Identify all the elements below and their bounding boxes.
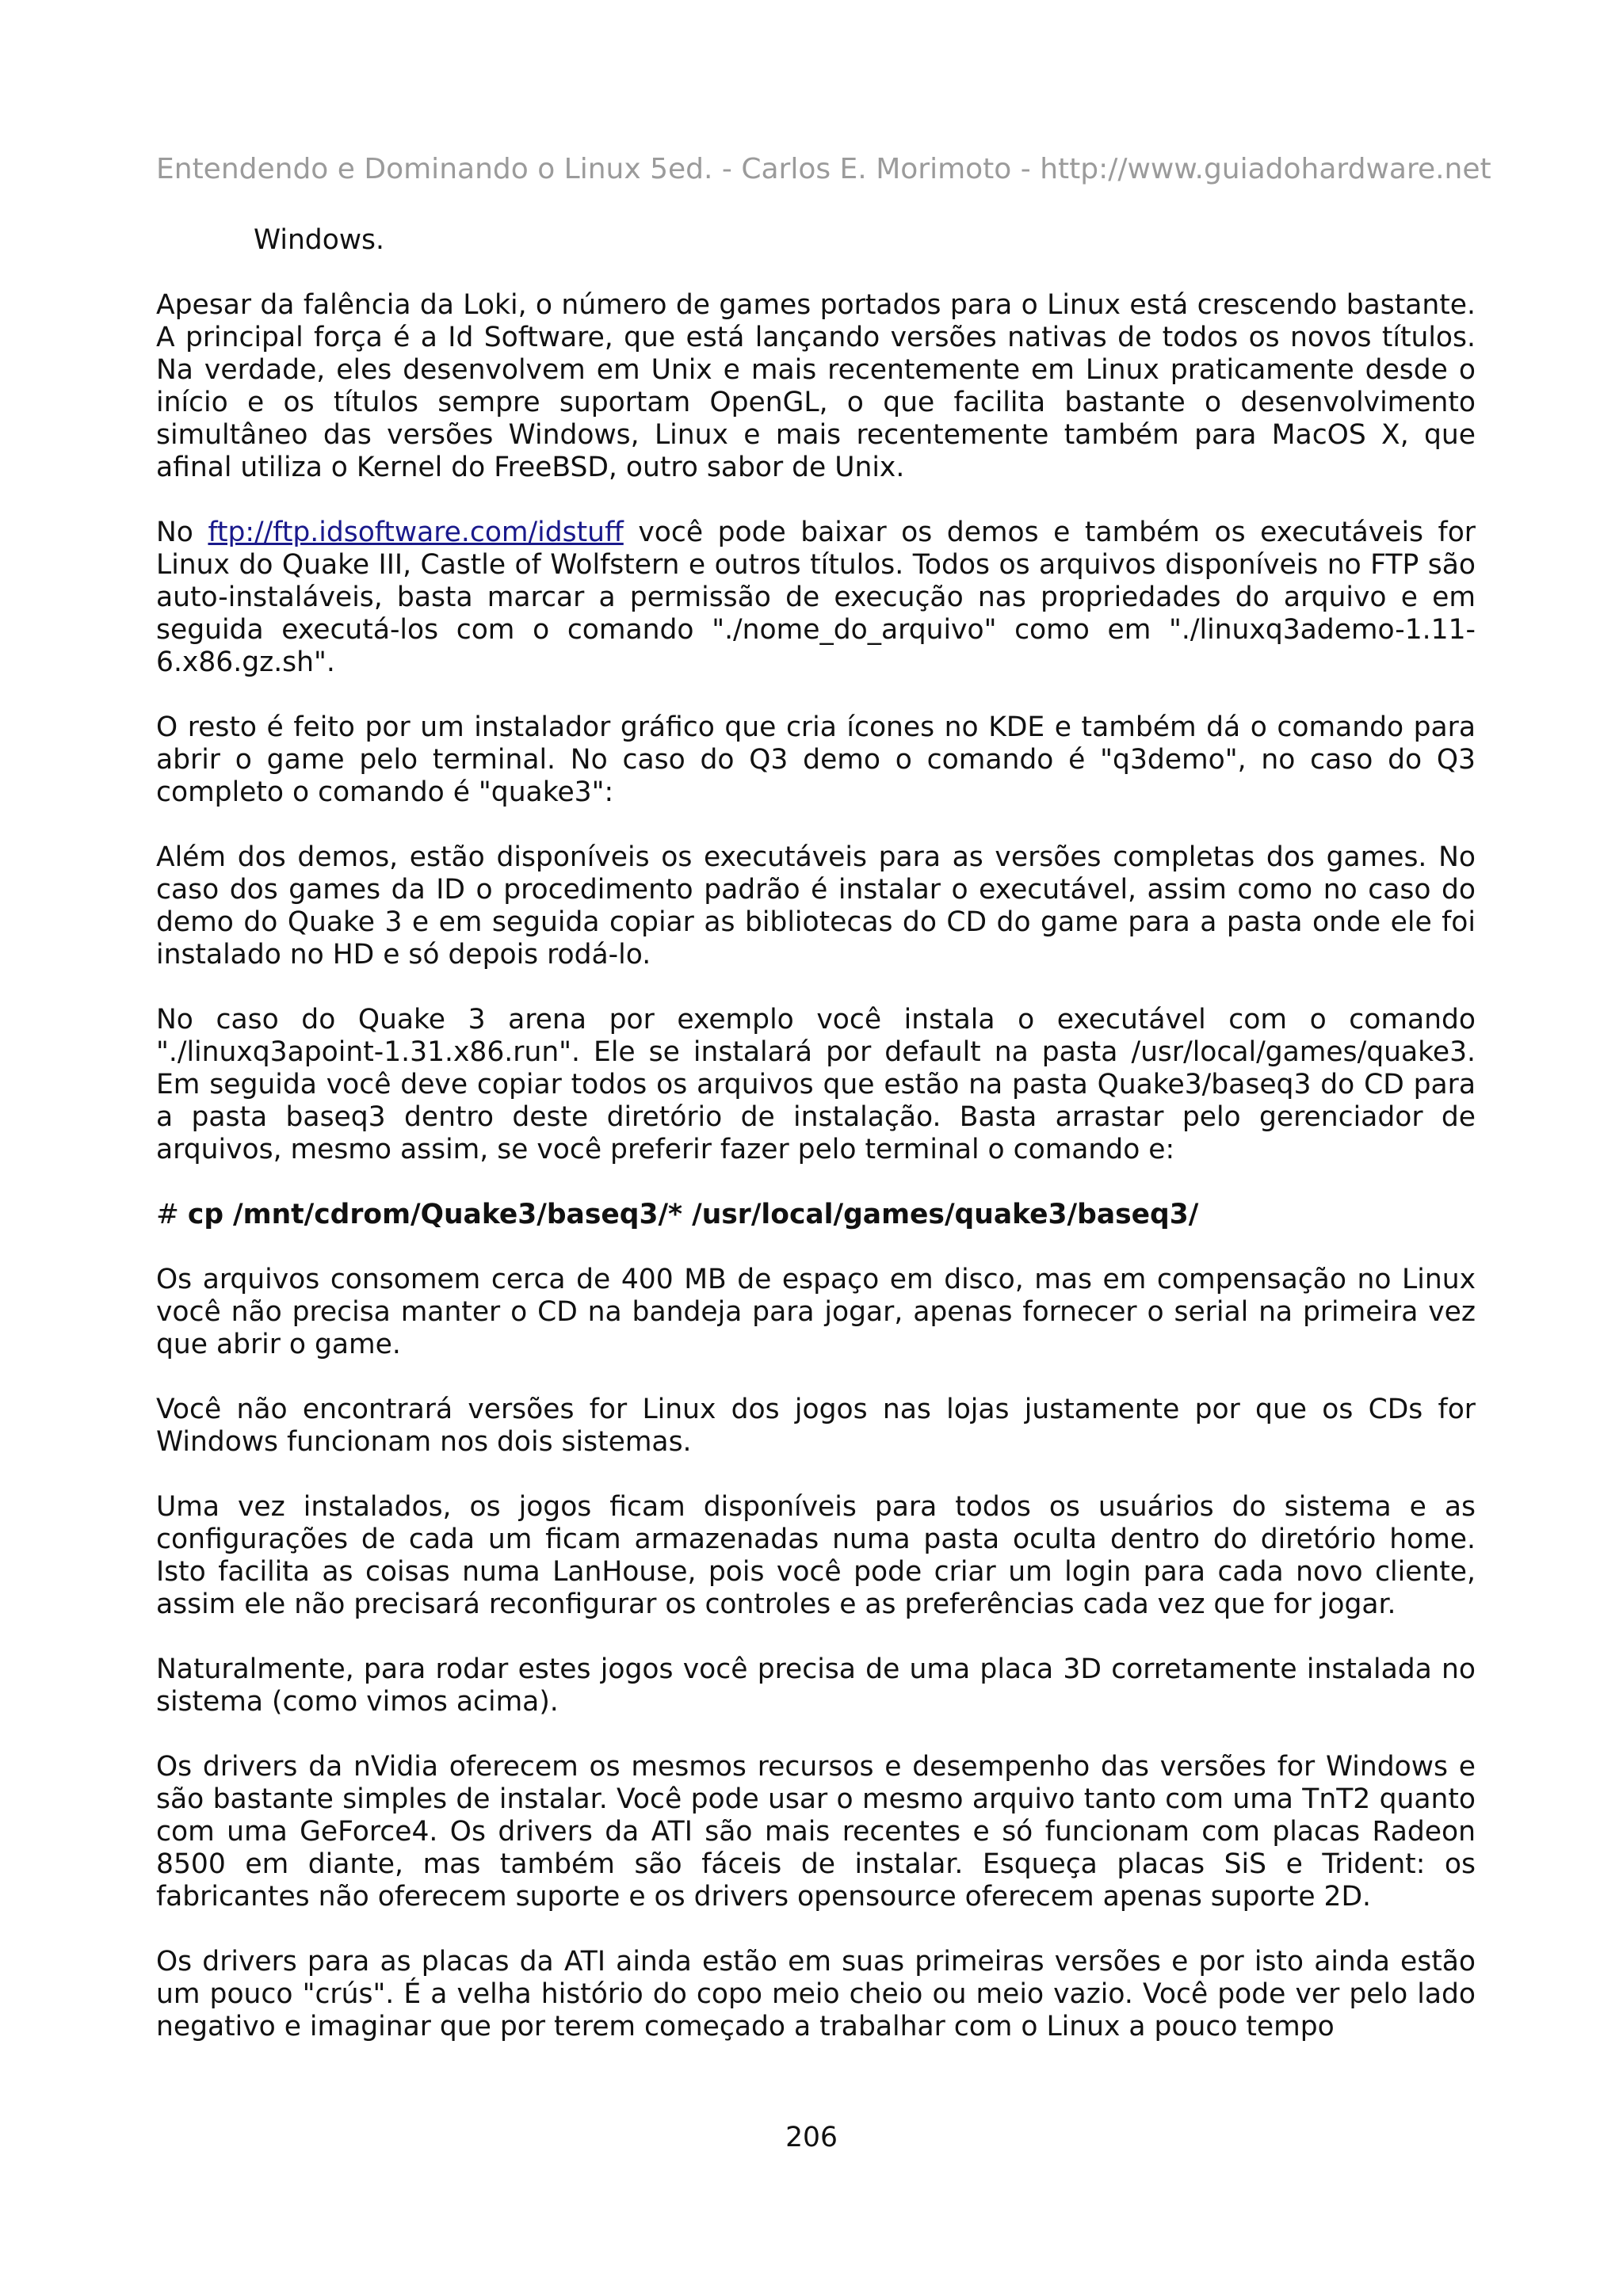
paragraph-ati-drivers: Os drivers para as placas da ATI ainda estão em suas primeiras versões e por isto ainda estão um pouco "crús". É a velha histório do copo meio cheio ou meio vazio. Você pode ver pelo lado negativo e imaginar que por terem começado a trabalhar com o Linux a pouco tempo (156, 1946, 1476, 2042)
paragraph-loki: Apesar da falência da Loki, o número de games portados para o Linux está crescendo bastante. A principal força é a Id Software, que está lançando versões nativas de todos os novos títulos. Na verdade, eles desenvolvem em Unix e mais recentemente em Linux praticamente desde o início e os títulos sempre suportam OpenGL, o que facilita bastante o desenvolvimento simultâneo das versões Windows, Linux e mais recentemente também para MacOS X, que afinal utiliza o Kernel do FreeBSD, outro sabor de Unix. (156, 289, 1476, 483)
command-prompt: # (156, 1199, 188, 1230)
paragraph-installer: O resto é feito por um instalador gráfico que cria ícones no KDE e também dá o comando para abrir o game pelo terminal. No caso do Q3 demo o comando é "q3demo", no caso do Q3 completo o comando é "quake3": (156, 711, 1476, 808)
paragraph-nvidia-drivers: Os drivers da nVidia oferecem os mesmos recursos e desempenho das versões for Windows e são bastante simples de instalar. Você pode usar o mesmo arquivo tanto com uma TnT2 quanto com uma GeForce4. Os drivers da ATI são mais recentes e só funcionam com placas Radeon 8500 em diante, mas também são fáceis de instalar. Esqueça placas SiS e Trident: os fabricantes não oferecem suporte e os drivers opensource oferecem apenas suporte 2D. (156, 1751, 1476, 1913)
paragraph-disk-space: Os arquivos consomem cerca de 400 MB de espaço em disco, mas em compensação no Linux você não precisa manter o CD na bandeja para jogar, apenas fornecer o serial na primeira vez que abrir o game. (156, 1264, 1476, 1360)
command-text: cp /mnt/cdrom/Quake3/baseq3/* /usr/local/games/quake3/baseq3/ (187, 1199, 1199, 1230)
page-body (156, 224, 1476, 2076)
ftp-text-after: você pode baixar os demos e também os executáveis for Linux do Quake III, Castle of Wolfstern e outros títulos. Todos os arquivos disponíveis no FTP são auto-instaláveis, basta marcar a permissão de execução nas propriedades do arquivo e em seguida executá-los com o comando "./nome_do_arquivo" como em "./linuxq3ademo-1.11-6.x86.gz.sh". (156, 517, 1476, 678)
running-header: Entendendo e Dominando o Linux 5ed. - Carlos E. Morimoto - http://www.guiadohardware.net (156, 153, 1491, 185)
ftp-text-before: No (156, 517, 208, 548)
command-line (156, 1199, 1476, 1231)
paragraph-full-versions: Além dos demos, estão disponíveis os executáveis para as versões completas dos games. No caso dos games da ID o procedimento padrão é instalar o executável, assim como no caso do demo do Quake 3 e em seguida copiar as bibliotecas do CD do game para a pasta onde ele foi instalado no HD e só depois rodá-lo. (156, 841, 1476, 971)
paragraph-ftp (156, 517, 1476, 679)
continued-fragment: Windows. (254, 224, 384, 256)
page-number: 206 (785, 2122, 838, 2153)
paragraph-lanhouse: Uma vez instalados, os jogos ficam disponíveis para todos os usuários do sistema e as configurações de cada um ficam armazenadas numa pasta oculta dentro do diretório home. Isto facilita as coisas numa LanHouse, pois você pode criar um login para cada novo cliente, assim ele não precisará reconfigurar os controles e as preferências cada vez que for jogar. (156, 1491, 1476, 1620)
paragraph-quake3-install: No caso do Quake 3 arena por exemplo você instala o executável com o comando "./linuxq3apoint-1.31.x86.run". Ele se instalará por default na pasta /usr/local/games/quake3. Em seguida você deve copiar todos os arquivos que estão na pasta Quake3/baseq3 do CD para a pasta baseq3 dentro deste diretório de instalação. Basta arrastar pelo gerenciador de arquivos, mesmo assim, se você preferir fazer pelo terminal o comando e: (156, 1004, 1476, 1165)
paragraph-stores: Você não encontrará versões for Linux dos jogos nas lojas justamente por que os CDs for Windows funcionam nos dois sistemas. (156, 1394, 1476, 1458)
paragraph-3d-card: Naturalmente, para rodar estes jogos você precisa de uma placa 3D corretamente instalada no sistema (como vimos acima). (156, 1653, 1476, 1718)
ftp-link[interactable]: ftp://ftp.idsoftware.com/idstuff (208, 517, 624, 548)
